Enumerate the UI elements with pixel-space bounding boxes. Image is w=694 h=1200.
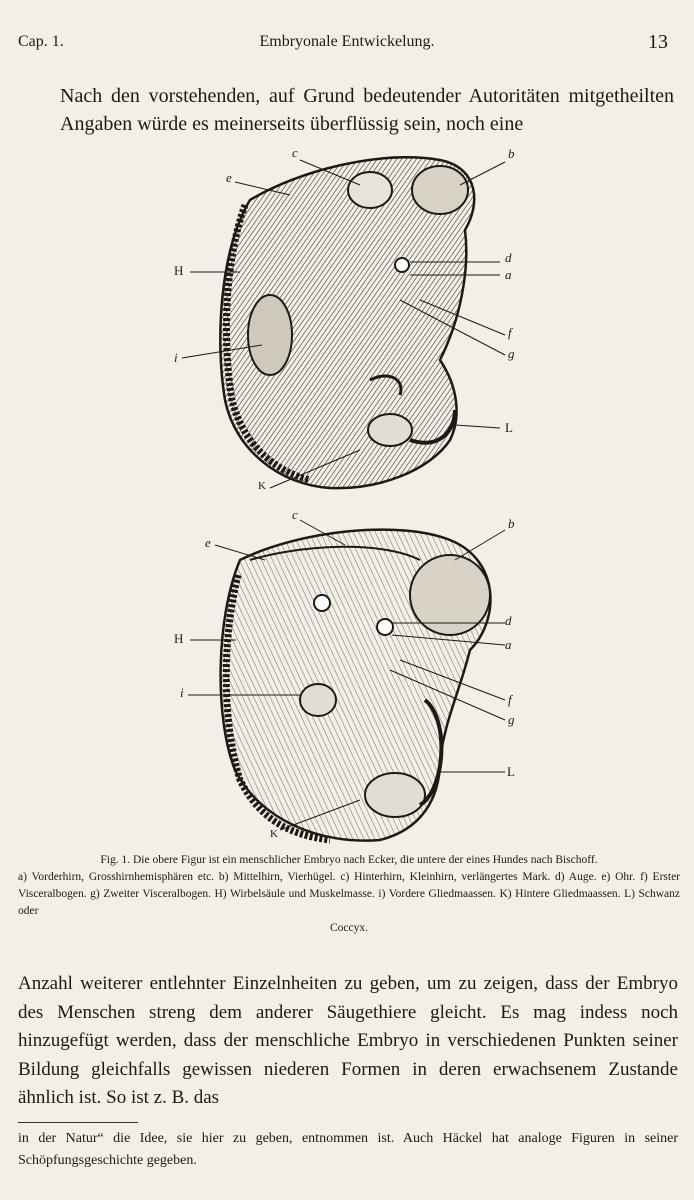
upper-label-L: L [505, 420, 513, 435]
lower-label-a: a [505, 637, 512, 652]
upper-midbrain [348, 172, 392, 208]
upper-label-i: i [174, 350, 178, 365]
upper-label-f: f [508, 325, 512, 340]
lower-label-g: g [508, 712, 515, 727]
lower-label-f: f [508, 692, 512, 707]
caption-last-line: Coccyx. [329, 922, 368, 934]
upper-label-c: c [292, 145, 298, 160]
upper-label-H: H [174, 263, 184, 278]
lower-label-d: d [505, 613, 512, 628]
upper-forelimb [248, 295, 292, 375]
intro-paragraph: Nach den vorstehenden, auf Grund bedeutender Autoritäten mitgetheilten Angaben würde es meinerseits überflüssig sein, noch eine [60, 85, 674, 135]
figure-caption [18, 852, 680, 937]
upper-eye [395, 258, 409, 272]
caption-description: a) Vorderhirn, Grosshirnhemisphären etc. b) Mittelhirn, Vierhügel. c) Hinterhirn, Kleinhirn, verlängertes Mark. d) Auge. e) Ohr. f) Erster Visceralbogen. g) Zweiter Visceralbogen. H) Wirbelsäule und Muskelmasse. i) Vordere Gliedmaassen. K) Hintere Gliedmaassen. L) Schwanz oder [18, 871, 680, 917]
lower-label-L: L [507, 764, 515, 779]
lower-eye [377, 619, 393, 635]
lower-label-e: e [205, 535, 211, 550]
body-paragraph: Anzahl weiterer entlehnter Einzelnheiten zu geben, um zu zeigen, dass der Embryo des Menschen streng dem anderer Säugethiere gleicht. Es mag indess noch hinzugefügt werden, dass der menschliche Embryo in verschiedenen Punkten seiner Bildung gleichfalls gewissen niederen Formen in deren erwachsenem Zustande ähnlich ist. So ist z. B. das [18, 973, 678, 1108]
upper-label-b: b [508, 146, 515, 161]
lower-ear [314, 595, 330, 611]
lower-label-i: i [180, 685, 184, 700]
lower-forelimb [300, 684, 336, 716]
lower-label-K: K [270, 828, 278, 840]
lower-label-H: H [174, 631, 184, 646]
upper-label-a: a [505, 267, 512, 282]
page-number: 13 [648, 31, 668, 53]
footnote: in der Natur“ die Idee, sie hier zu geben, entnommen ist. Auch Häckel hat analoge Figuren in seiner Schöpfungsgeschichte gegeben. [18, 1131, 678, 1168]
lower-embryo-drawing [188, 520, 505, 841]
lower-hindlimb [365, 773, 425, 817]
caption-main: Fig. 1. Die obere Figur ist ein menschlicher Embryo nach Ecker, die untere der eines Hundes nach Bischoff. [100, 854, 598, 866]
upper-label-g: g [508, 346, 515, 361]
upper-label-e: e [226, 170, 232, 185]
footnote-rule [18, 1122, 138, 1123]
lower-label-b: b [508, 516, 515, 531]
lower-label-c: c [292, 507, 298, 522]
upper-forebrain [412, 166, 468, 214]
upper-embryo-drawing [182, 157, 505, 488]
upper-label-K: K [258, 480, 266, 492]
running-title: Embryonale Entwickelung. [259, 33, 435, 50]
upper-label-d: d [505, 250, 512, 265]
chapter-label: Cap. 1. [18, 33, 64, 50]
upper-hindlimb [368, 414, 412, 446]
